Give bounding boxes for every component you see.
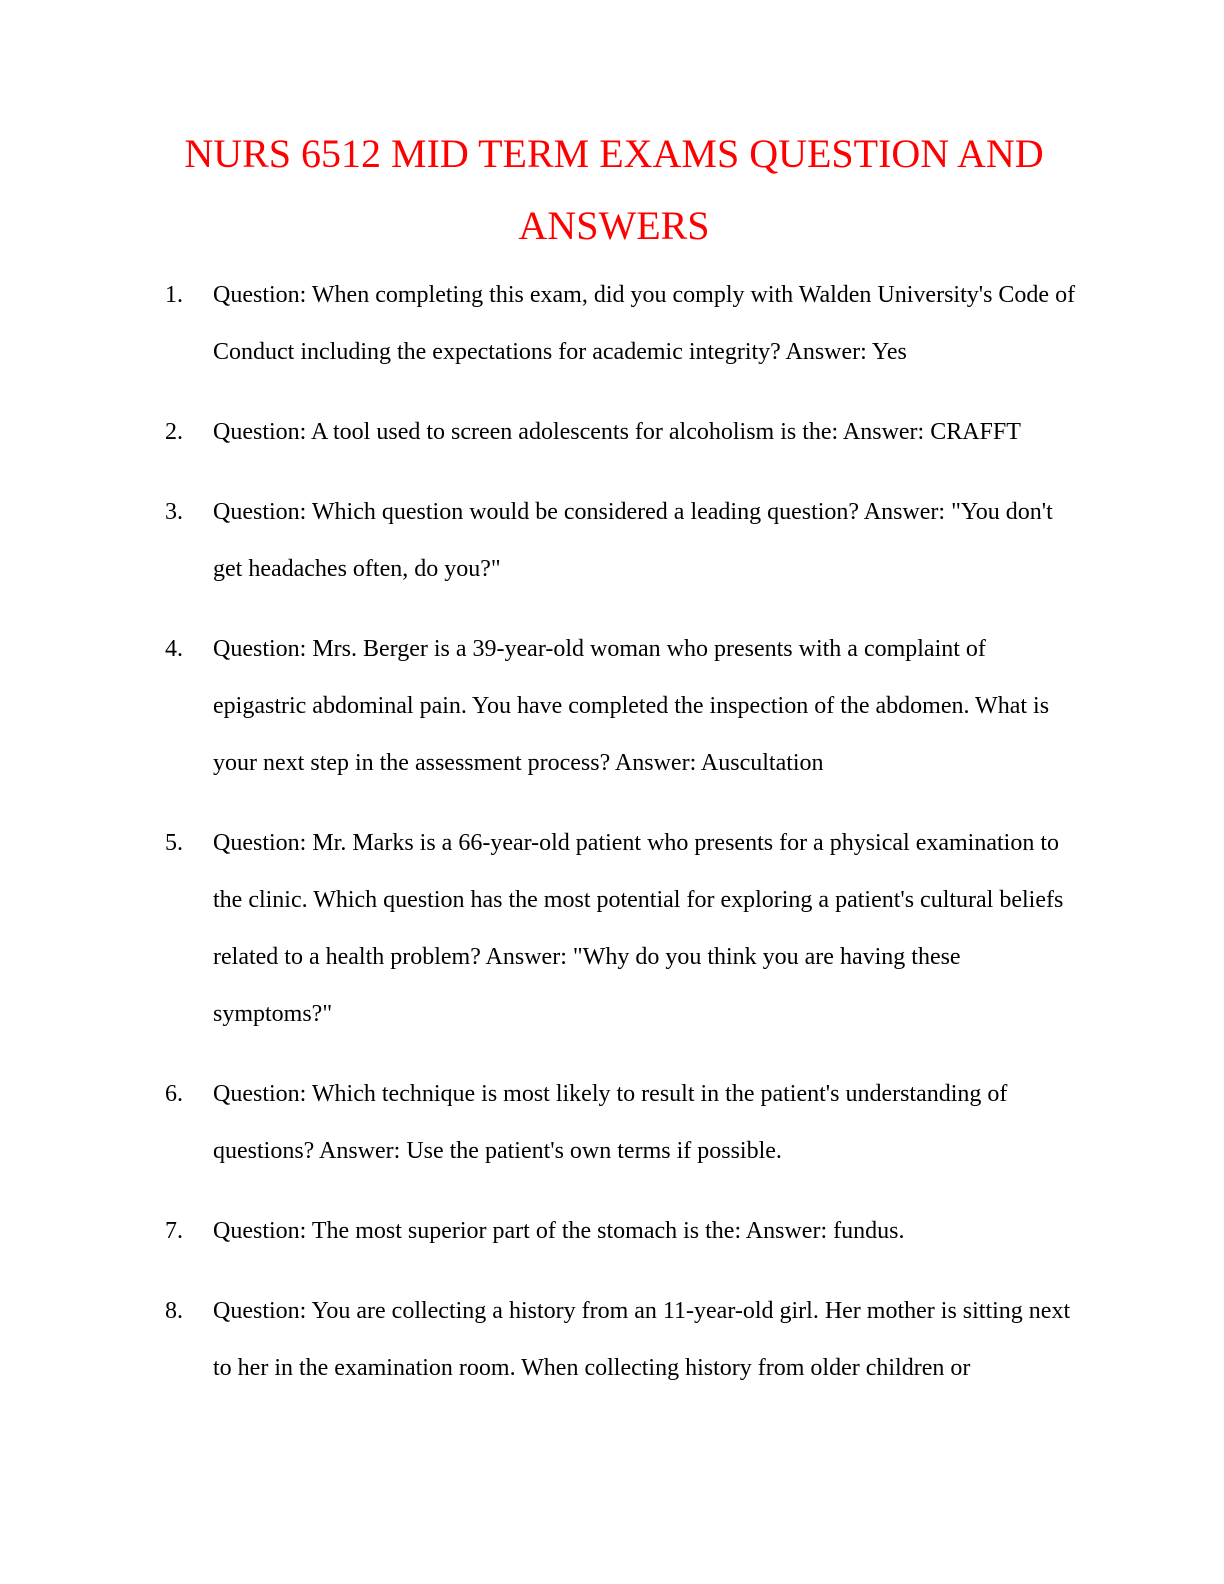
qa-list bbox=[144, 267, 1084, 1397]
qa-item-number: 2. bbox=[165, 419, 183, 445]
qa-list-item bbox=[165, 404, 1084, 461]
document-title: NURS 6512 MID TERM EXAMS QUESTION AND ANSWERS bbox=[184, 131, 1044, 248]
qa-item-number: 6. bbox=[165, 1081, 183, 1107]
qa-list-item bbox=[165, 815, 1084, 1043]
qa-item-number: 8. bbox=[165, 1298, 183, 1324]
qa-item-text: Question: Mr. Marks is a 66-year-old patient who presents for a physical examination to the clinic. Which question has the most potential for exploring a patient's cultural beliefs related to a health problem? Answer: "Why do you think you are having these symptoms?" bbox=[213, 830, 1064, 1027]
qa-list-item bbox=[165, 1203, 1084, 1260]
qa-item-text: Question: You are collecting a history from an 11-year-old girl. Her mother is sitting next to her in the examination room. When collecting history from older children or bbox=[213, 1298, 1071, 1381]
qa-item-text: Question: Which technique is most likely to result in the patient's understanding of questions? Answer: Use the patient's own terms if possible. bbox=[213, 1081, 1008, 1164]
qa-item-text: Question: Mrs. Berger is a 39-year-old woman who presents with a complaint of epigastric abdominal pain. You have completed the inspection of the abdomen. What is your next step in the assessment process? Answer: Auscultation bbox=[213, 636, 1050, 776]
qa-list-item bbox=[165, 621, 1084, 792]
qa-item-number: 7. bbox=[165, 1218, 183, 1244]
qa-item-number: 4. bbox=[165, 636, 183, 662]
qa-item-number: 1. bbox=[165, 282, 183, 308]
qa-list-item bbox=[165, 484, 1084, 598]
qa-item-text: Question: When completing this exam, did you comply with Walden University's Code of Conduct including the expectations for academic integrity? Answer: Yes bbox=[213, 282, 1076, 365]
qa-list-item bbox=[165, 1066, 1084, 1180]
qa-item-text: Question: The most superior part of the stomach is the: Answer: fundus. bbox=[213, 1218, 905, 1244]
qa-item-number: 5. bbox=[165, 830, 183, 856]
qa-item-number: 3. bbox=[165, 499, 183, 525]
qa-item-text: Question: A tool used to screen adolescents for alcoholism is the: Answer: CRAFFT bbox=[213, 419, 1021, 445]
qa-item-text: Question: Which question would be considered a leading question? Answer: "You don't get headaches often, do you?" bbox=[213, 499, 1053, 582]
qa-list-item bbox=[165, 1283, 1084, 1397]
qa-list-item bbox=[165, 267, 1084, 381]
